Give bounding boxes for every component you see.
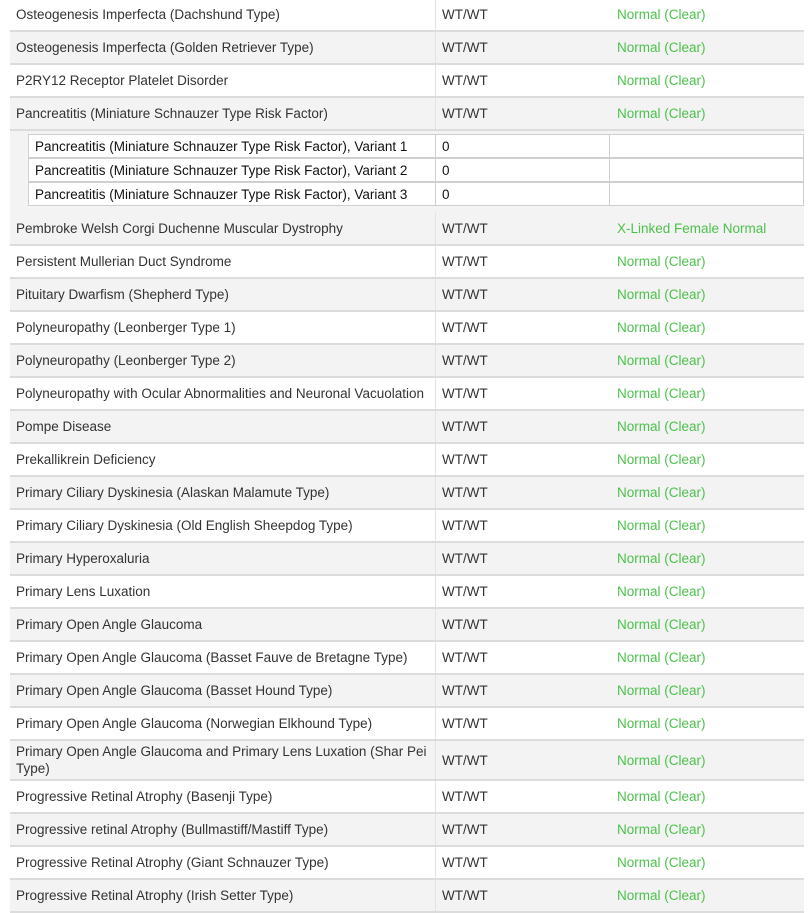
condition-name: Primary Open Angle Glaucoma (Norwegian Elkhound Type) (16, 716, 373, 731)
variant-value: 0 (442, 138, 450, 154)
column-divider (435, 847, 436, 878)
genotype-value: WT/WT (442, 551, 488, 566)
table-row (10, 708, 804, 741)
genotype-value: WT/WT (442, 320, 488, 335)
genotype-value: WT/WT (442, 822, 488, 837)
result-status: Normal (Clear) (617, 254, 706, 269)
table-row (10, 65, 804, 98)
variant-name: Pancreatitis (Miniature Schnauzer Type Risk Factor), Variant 1 (35, 138, 408, 154)
table-row (10, 312, 804, 345)
genotype-value: WT/WT (442, 73, 488, 88)
column-divider (435, 576, 436, 607)
condition-name: Pompe Disease (16, 419, 112, 434)
genotype-value: WT/WT (442, 518, 488, 533)
column-divider (435, 183, 436, 205)
table-row (10, 642, 804, 675)
genotype-value: WT/WT (442, 386, 488, 401)
table-row (10, 444, 804, 477)
condition-name: Primary Hyperoxaluria (16, 551, 150, 566)
genotype-value: WT/WT (442, 683, 488, 698)
condition-name: Progressive Retinal Atrophy (Giant Schnauzer Type) (16, 855, 329, 870)
column-divider (435, 378, 436, 409)
result-status: Normal (Clear) (617, 716, 706, 731)
condition-name: Pancreatitis (Miniature Schnauzer Type Risk Factor) (16, 106, 328, 121)
condition-name: Primary Ciliary Dyskinesia (Alaskan Malamute Type) (16, 485, 330, 500)
result-status: Normal (Clear) (617, 40, 706, 55)
condition-name: Polyneuropathy with Ocular Abnormalities and Neuronal Vacuolation (16, 386, 424, 401)
table-row (10, 609, 804, 642)
table-row (10, 543, 804, 576)
column-divider (435, 642, 436, 673)
result-status: Normal (Clear) (617, 551, 706, 566)
variant-name: Pancreatitis (Miniature Schnauzer Type Risk Factor), Variant 3 (35, 186, 408, 202)
genotype-value: WT/WT (442, 7, 488, 22)
table-row (10, 814, 804, 847)
condition-name: Progressive Retinal Atrophy (Basenji Type) (16, 789, 273, 804)
genotype-value: WT/WT (442, 888, 488, 903)
table-row (10, 98, 804, 131)
result-status: Normal (Clear) (617, 419, 706, 434)
column-divider (435, 477, 436, 508)
genotype-value: WT/WT (442, 106, 488, 121)
column-divider (435, 65, 436, 96)
genotype-value: WT/WT (442, 650, 488, 665)
result-status: Normal (Clear) (617, 7, 706, 22)
condition-name: Polyneuropathy (Leonberger Type 1) (16, 320, 236, 335)
genotype-value: WT/WT (442, 419, 488, 434)
result-status: Normal (Clear) (617, 789, 706, 804)
column-divider (435, 609, 436, 640)
variant-row (28, 182, 610, 206)
condition-name: Osteogenesis Imperfecta (Golden Retriever Type) (16, 40, 314, 55)
result-status: Normal (Clear) (617, 617, 706, 632)
genotype-value: WT/WT (442, 485, 488, 500)
condition-name: Primary Open Angle Glaucoma (Basset Hound Type) (16, 683, 333, 698)
genotype-value: WT/WT (442, 584, 488, 599)
condition-name: Primary Lens Luxation (16, 584, 151, 599)
column-divider (435, 675, 436, 706)
variant-row (28, 158, 610, 182)
condition-name: Primary Ciliary Dyskinesia (Old English Sheepdog Type) (16, 518, 353, 533)
variant-empty-cell (610, 134, 804, 158)
result-status: Normal (Clear) (617, 287, 706, 302)
table-row (10, 32, 804, 65)
column-divider (435, 213, 436, 244)
variant-row (28, 134, 610, 158)
result-status: Normal (Clear) (617, 106, 706, 121)
column-divider (435, 0, 436, 30)
genotype-value: WT/WT (442, 752, 488, 768)
condition-name: Progressive retinal Atrophy (Bullmastiff/Mastiff Type) (16, 822, 329, 837)
table-row (10, 781, 804, 814)
condition-name: Osteogenesis Imperfecta (Dachshund Type) (16, 7, 280, 22)
condition-name: Prekallikrein Deficiency (16, 452, 156, 467)
table-row (10, 847, 804, 880)
condition-name: Pituitary Dwarfism (Shepherd Type) (16, 287, 229, 302)
column-divider (435, 279, 436, 310)
result-status: Normal (Clear) (617, 73, 706, 88)
condition-name: P2RY12 Receptor Platelet Disorder (16, 73, 229, 88)
condition-name: Persistent Mullerian Duct Syndrome (16, 254, 232, 269)
condition-name: Primary Open Angle Glaucoma (16, 617, 203, 632)
column-divider (435, 246, 436, 277)
result-status: Normal (Clear) (617, 650, 706, 665)
column-divider (435, 159, 436, 181)
table-row (10, 345, 804, 378)
result-status: Normal (Clear) (617, 485, 706, 500)
result-status: Normal (Clear) (617, 752, 706, 768)
genotype-value: WT/WT (442, 287, 488, 302)
result-status: Normal (Clear) (617, 320, 706, 335)
column-divider (435, 814, 436, 845)
result-status: Normal (Clear) (617, 822, 706, 837)
genotype-value: WT/WT (442, 716, 488, 731)
variant-value: 0 (442, 162, 450, 178)
table-row (10, 576, 804, 609)
column-divider (435, 312, 436, 343)
genotype-value: WT/WT (442, 617, 488, 632)
table-row (10, 675, 804, 708)
column-divider (435, 543, 436, 574)
table-row (10, 880, 804, 913)
column-divider (435, 510, 436, 541)
table-row (10, 279, 804, 312)
table-row (10, 411, 804, 444)
table-row (10, 0, 804, 32)
genotype-value: WT/WT (442, 221, 488, 236)
result-status: X-Linked Female Normal (617, 221, 767, 236)
genotype-value: WT/WT (442, 855, 488, 870)
genotype-value: WT/WT (442, 452, 488, 467)
column-divider (435, 32, 436, 63)
variant-empty-cell (610, 182, 804, 206)
column-divider (435, 781, 436, 812)
column-divider (435, 411, 436, 442)
column-divider (435, 880, 436, 911)
genotype-value: WT/WT (442, 254, 488, 269)
column-divider (435, 708, 436, 739)
result-status: Normal (Clear) (617, 888, 706, 903)
column-divider (435, 444, 436, 475)
result-status: Normal (Clear) (617, 452, 706, 467)
column-divider (435, 345, 436, 376)
genotype-value: WT/WT (442, 353, 488, 368)
column-divider (435, 98, 436, 129)
result-status: Normal (Clear) (617, 683, 706, 698)
table-row (10, 477, 804, 510)
genotype-value: WT/WT (442, 789, 488, 804)
condition-name: Pembroke Welsh Corgi Duchenne Muscular Dystrophy (16, 221, 343, 236)
result-status: Normal (Clear) (617, 584, 706, 599)
column-divider (435, 135, 436, 157)
result-status: Normal (Clear) (617, 386, 706, 401)
table-row (10, 510, 804, 543)
variant-empty-cell (610, 158, 804, 182)
genotype-value: WT/WT (442, 40, 488, 55)
condition-name: Progressive Retinal Atrophy (Irish Setter Type) (16, 888, 294, 903)
condition-name: Polyneuropathy (Leonberger Type 2) (16, 353, 236, 368)
table-row (10, 213, 804, 246)
result-status: Normal (Clear) (617, 518, 706, 533)
result-status: Normal (Clear) (617, 855, 706, 870)
condition-name: Primary Open Angle Glaucoma (Basset Fauve de Bretagne Type) (16, 650, 408, 665)
table-row (10, 246, 804, 279)
variant-value: 0 (442, 186, 450, 202)
column-divider (435, 741, 436, 779)
variant-name: Pancreatitis (Miniature Schnauzer Type Risk Factor), Variant 2 (35, 162, 408, 178)
result-status: Normal (Clear) (617, 353, 706, 368)
table-row (10, 378, 804, 411)
condition-name: Primary Open Angle Glaucoma and Primary Lens Luxation (Shar Pei Type) (16, 744, 427, 776)
table-row (10, 741, 804, 781)
